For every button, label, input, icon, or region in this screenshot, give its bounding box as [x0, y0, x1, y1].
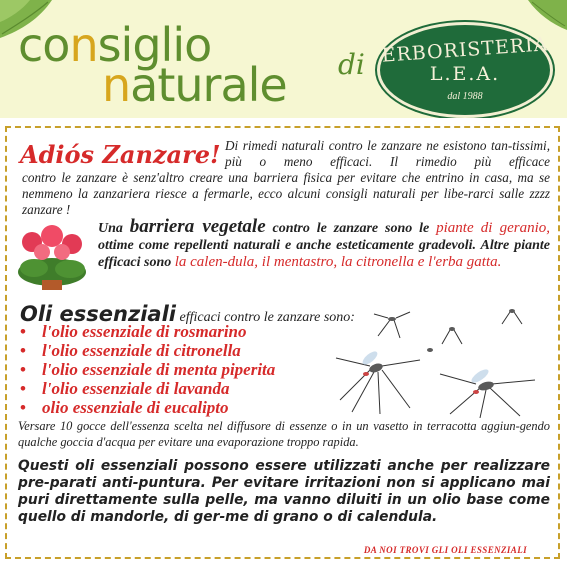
brand-title-line-1: consiglio — [18, 18, 212, 72]
intro-text-first: Di rimedi naturali contro le zanzare ne esistono tan-tissimi, più o meno efficaci. Il rimedio più efficace — [225, 138, 550, 169]
usage-instructions: Versare 10 gocce dell'essenza scelta nel diffusore di essenze o in un vasetto in terracotta aggiun-gendo qualche goccia d'acqua per evitare una evaporazione troppo rapida. — [18, 419, 550, 449]
closing-paragraph: Questi oli essenziali possono essere utilizzati anche per realizzare pre-parati anti-puntura. Per evitare irritazioni non si applicano mai puri direttamente sulla pelle, ma vanno diluiti in un olio base come quello di mandorle, di ger-me di grano o di calendula. — [18, 458, 550, 525]
list-item: • l'olio essenziale di citronella — [20, 341, 241, 360]
list-item: • olio essenziale di eucalipto — [20, 398, 229, 417]
brand-title-line-2: naturale — [102, 58, 287, 112]
list-item: • l'olio essenziale di lavanda — [20, 379, 230, 398]
mosquitoes-image — [330, 300, 555, 418]
list-item: • l'olio essenziale di rosmarino — [20, 322, 247, 341]
article-title: Adiós Zanzare! — [20, 140, 221, 169]
footer-note: DA NOI TROVI GLI OLI ESSENZIALI — [363, 545, 527, 555]
shop-since: dal 1988 — [447, 91, 483, 102]
geranium-plant-image — [12, 222, 92, 292]
oils-heading: Oli essenziali efficaci contro le zanzare sono: — [20, 302, 355, 326]
oils-list — [20, 322, 275, 417]
list-item: • l'olio essenziale di menta piperita — [20, 360, 276, 379]
header-banner — [0, 0, 567, 118]
shop-initials: L.E.A. — [429, 63, 501, 85]
intro-text: contro le zanzare è senz'altro creare una barriera fisica per evitare che entrino in casa, ma se nemmeno la zanzariera riesce a fermarle, ecco alcuni consigli naturali per libe-rarci salle zzzz zanzare ! — [22, 170, 550, 217]
shop-name: ERBORISTERIA — [380, 33, 550, 67]
barrier-paragraph: Una barriera vegetale contro le zanzare sono le piante di geranio, ottime come repellenti naturali e anche esteticamente gradevoli. Altre piante efficaci sono la calen-dula, il mentastro, la citronella e l'erba gatta. — [98, 216, 551, 270]
shop-logo-badge — [377, 22, 553, 118]
brand-connector: di — [338, 48, 365, 81]
